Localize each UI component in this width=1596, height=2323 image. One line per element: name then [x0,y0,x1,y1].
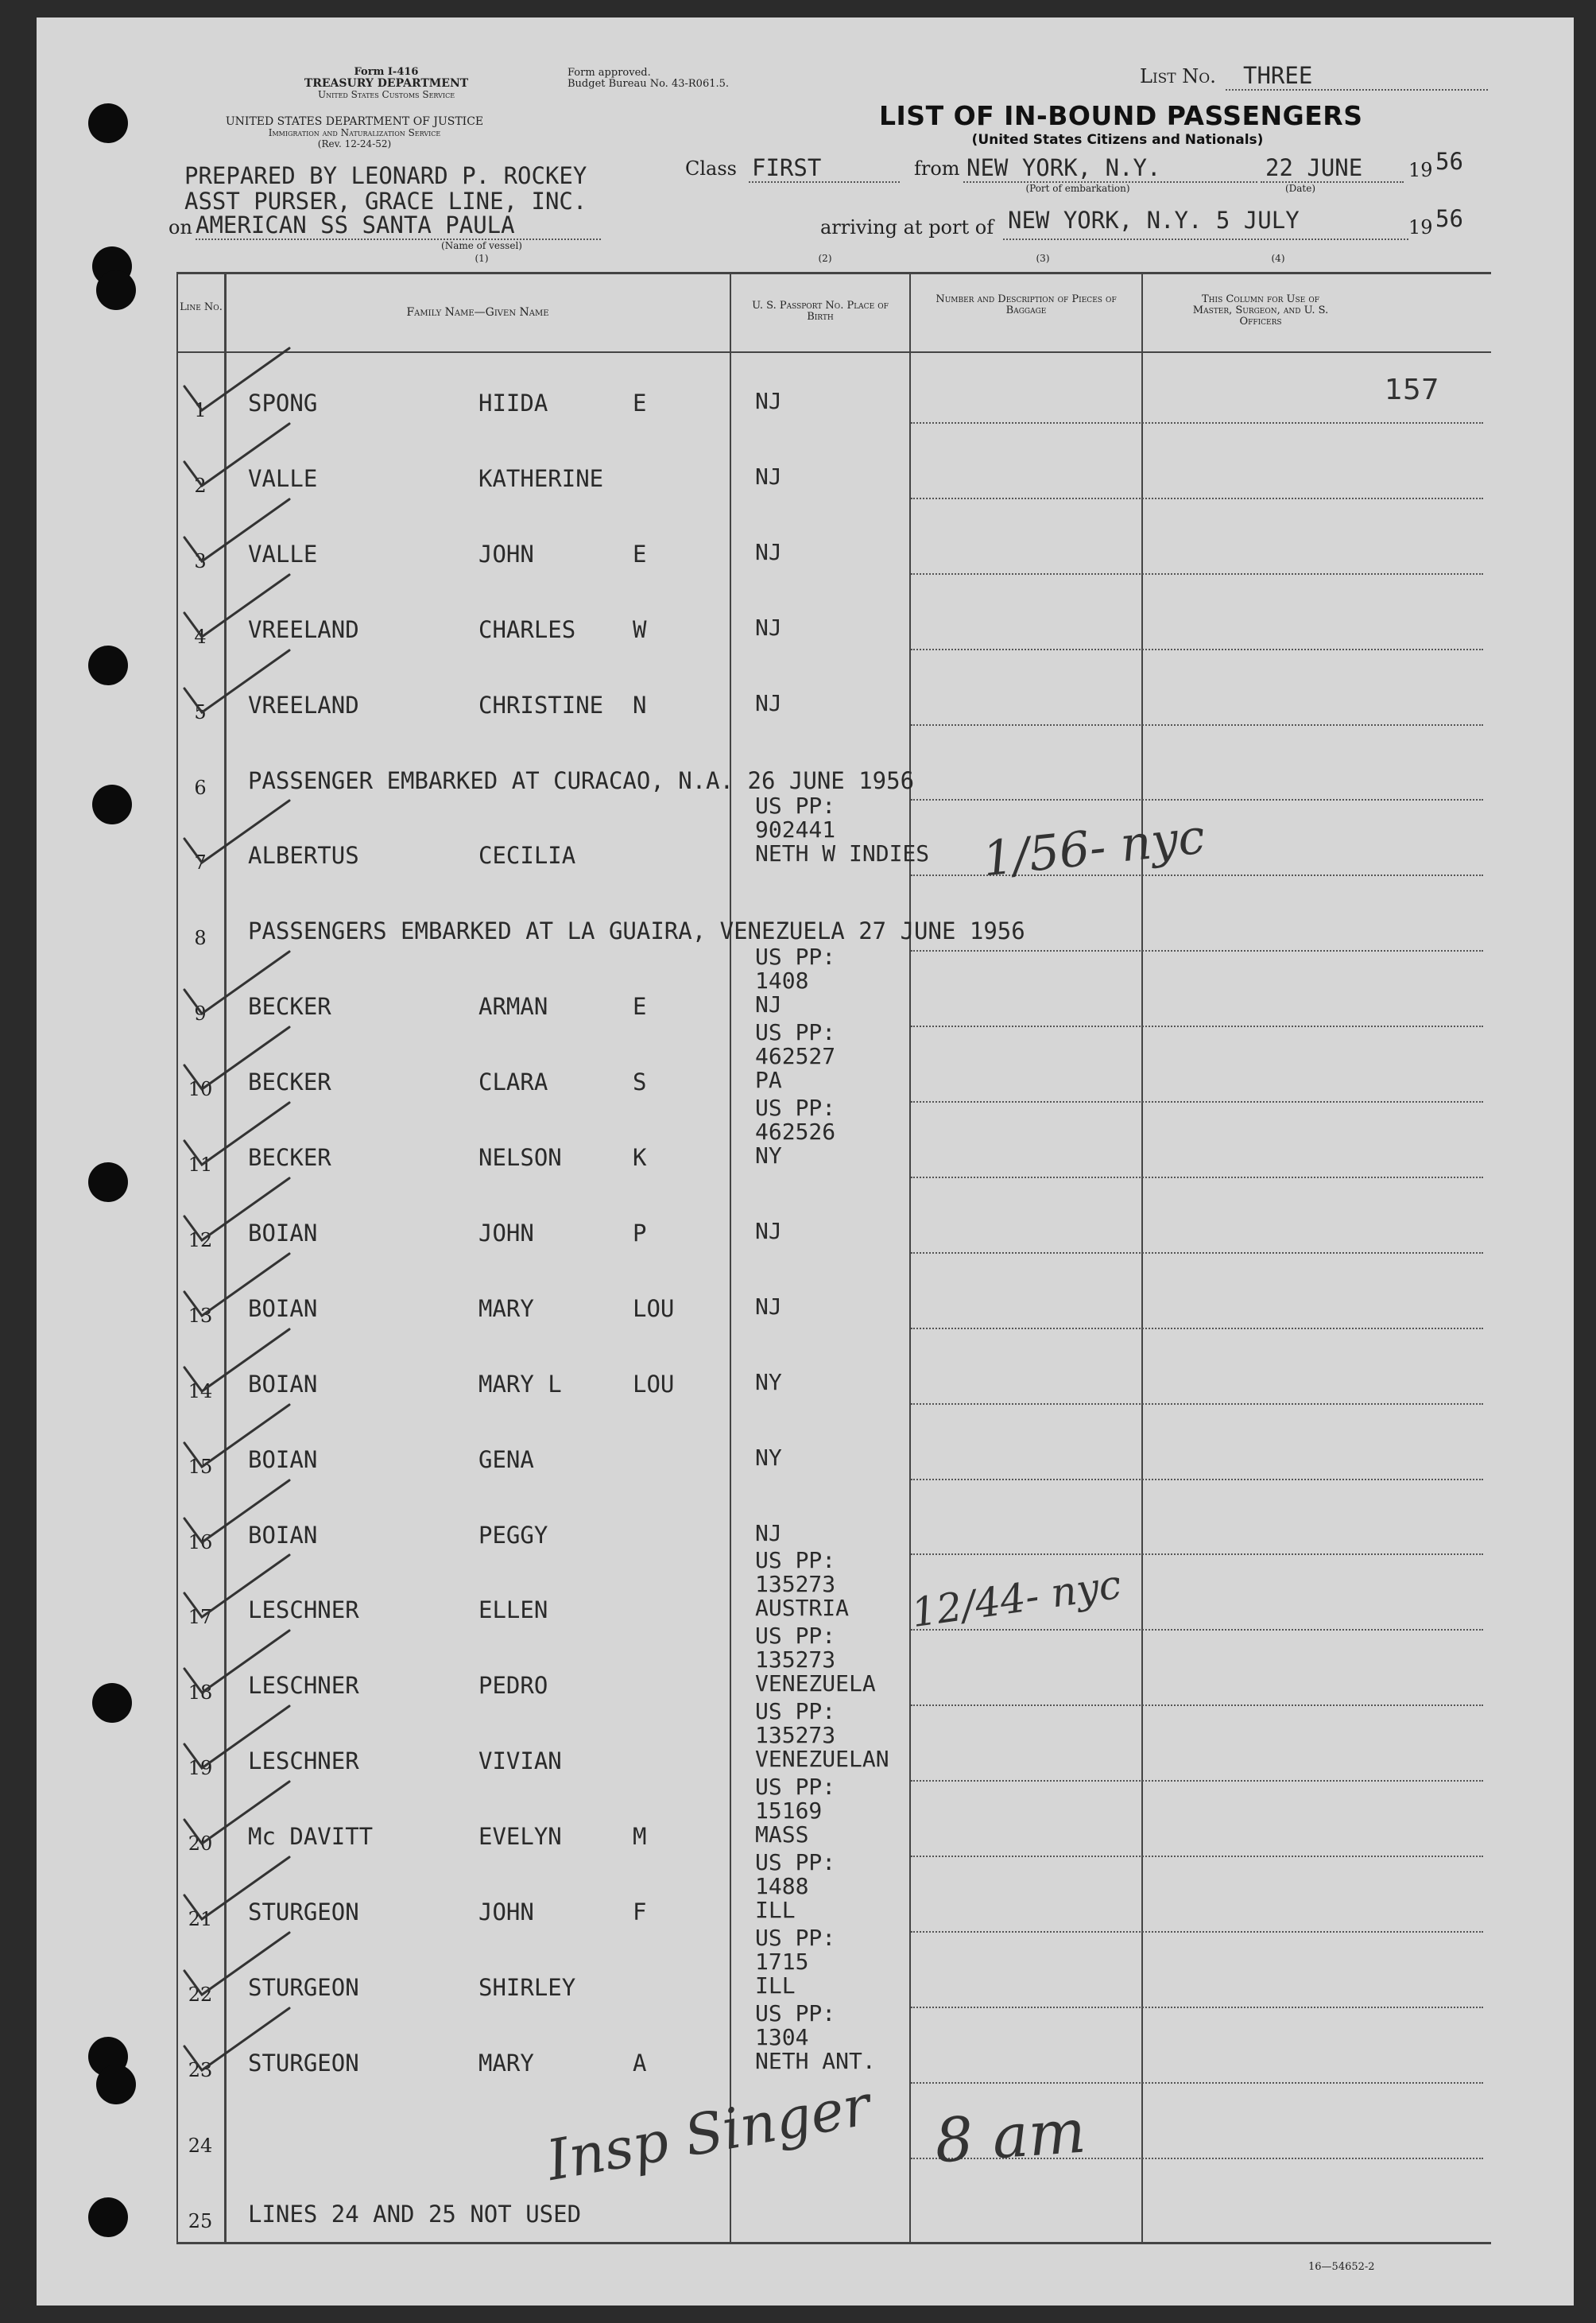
passport-birthplace: NJ [755,689,782,716]
on-label: on [169,216,192,239]
from-label: from [914,157,960,180]
family-name: SPONG [248,390,318,417]
year-2: 56 [1435,205,1463,232]
check-mark-icon [178,647,297,719]
punch-hole [92,785,132,824]
check-mark-icon [178,1703,297,1774]
given-name: MARY [478,1294,534,1322]
form-title: LIST OF IN-BOUND PASSENGERS [879,100,1363,131]
middle-initial: E [633,390,647,417]
customs-service: United States Customs Service [317,89,455,100]
handwritten-note-row17: 12/44- nyc [908,1561,1125,1637]
passport-birthplace: US PP: 902441 NETH W INDIES [755,793,930,867]
handwritten-note-row7: 1/56- nyc [980,809,1208,888]
header-officers: This Column for Use of Master, Surgeon, and U. S. Officers [1192,293,1329,328]
col-2: (2) [818,253,832,264]
given-name: PEGGY [478,1521,548,1549]
punch-hole [96,2065,136,2104]
line-number: 20 [188,1832,213,1856]
family-name: BOIAN [248,1219,318,1247]
given-name: JOHN [478,1219,534,1247]
passport-birthplace: US PP: 1715 ILL [755,1924,836,1999]
footer-code: 16—54652-2 [1308,2261,1375,2273]
family-name: Mc DAVITT [248,1823,374,1851]
embark-date: 22 JUNE [1265,154,1363,181]
revision: (Rev. 12-24-52) [317,138,392,149]
family-name: STURGEON [248,1898,359,1925]
check-mark-icon [178,1024,297,1096]
check-mark-icon [178,345,297,417]
line-number: 22 [188,1983,213,2006]
family-name: LESCHNER [248,1747,359,1775]
punch-hole [88,646,128,685]
check-mark-icon [178,1929,297,2001]
section-note: PASSENGER EMBARKED AT CURACAO, N.A. 26 JUNE 1956 [248,766,915,794]
given-name: HIIDA [478,390,548,417]
check-mark-icon [178,1854,297,1925]
middle-initial: P [633,1219,647,1247]
punch-hole [96,270,136,310]
budget-bureau: Budget Bureau No. 43-R061.5. [568,78,730,90]
check-mark-icon [178,797,297,869]
port-caption: (Port of embarkation) [1025,183,1130,194]
check-mark-icon [178,572,297,643]
given-name: MARY L [478,1370,562,1398]
passport-birthplace: US PP: 135273 VENEZUELAN [755,1698,889,1773]
family-name: VALLE [248,540,318,568]
embark-port: NEW YORK, N.Y. [967,154,1161,181]
passport-birthplace: NJ [755,1217,782,1244]
middle-initial: LOU [633,1294,675,1322]
given-name: JOHN [478,540,534,568]
passport-birthplace: NJ [755,1293,782,1320]
family-name: STURGEON [248,2049,359,2077]
passport-birthplace: US PP: 1488 ILL [755,1849,836,1923]
col-1: (1) [475,253,489,264]
passport-birthplace: US PP: 135273 VENEZUELA [755,1623,876,1697]
line-number: 2 [194,474,207,497]
page-number: 157 [1385,374,1439,406]
family-name: BOIAN [248,1521,318,1549]
line-number: 23 [188,2058,213,2081]
given-name: NELSON [478,1144,562,1171]
header-line-no: Line No. [180,301,223,313]
family-name: VREELAND [248,691,359,719]
given-name: EVELYN [478,1823,562,1851]
passport-birthplace: US PP: 462527 PA [755,1019,836,1094]
col-3: (3) [1036,253,1050,264]
line-number: 9 [194,1002,207,1026]
line-number: 17 [188,1606,213,1629]
given-name: GENA [478,1445,534,1473]
list-no-label: List No. [1140,65,1216,87]
given-name: MARY [478,2049,534,2077]
punch-hole [92,1683,132,1723]
middle-initial: M [633,1823,647,1851]
punch-hole [88,103,128,143]
family-name: VALLE [248,464,318,492]
middle-initial: E [633,993,647,1021]
col-4: (4) [1271,253,1285,264]
line-number: 21 [188,1908,213,1930]
check-mark-icon [178,948,297,1020]
family-name: BOIAN [248,1445,318,1473]
check-mark-icon [178,1251,297,1322]
check-mark-icon [178,1326,297,1398]
header-passport: U. S. Passport No. Place of Birth [752,300,889,323]
arrival-port: NEW YORK, N.Y. 5 JULY [1008,207,1300,234]
ins-service: Immigration and Naturalization Service [268,127,441,138]
inspector-signature: Insp Singer [542,2072,875,2194]
line-number: 3 [194,549,207,572]
family-name: VREELAND [248,615,359,643]
given-name: VIVIAN [478,1747,562,1775]
manifest-page [37,17,1574,2306]
list-no-value: THREE [1243,62,1313,89]
header-name: Family Name—Given Name [406,306,549,319]
section-note: PASSENGERS EMBARKED AT LA GUAIRA, VENEZUELA 27 JUNE 1956 [248,917,1025,945]
section-note: LINES 24 AND 25 NOT USED [248,2200,582,2228]
passport-birthplace: NJ [755,388,782,414]
check-mark-icon [178,1099,297,1171]
prepared-title: ASST PURSER, GRACE LINE, INC. [184,188,587,215]
middle-initial: E [633,540,647,568]
punch-hole [88,1162,128,1202]
year-prefix-2: 19 [1408,216,1433,239]
middle-initial: F [633,1898,647,1925]
line-number: 1 [194,399,207,421]
treasury-dept: TREASURY DEPARTMENT [304,77,469,90]
passport-birthplace: NJ [755,538,782,565]
line-number: 14 [188,1379,213,1402]
line-number: 18 [188,1681,213,1704]
passport-birthplace: NJ [755,1519,782,1546]
line-number: 10 [188,1078,213,1101]
punch-hole [88,2197,128,2237]
check-mark-icon [178,1175,297,1247]
passport-birthplace: NJ [755,463,782,490]
line-number: 4 [194,625,207,648]
family-name: LESCHNER [248,1596,359,1624]
line-number: 5 [194,700,207,723]
passport-birthplace: US PP: 15169 MASS [755,1774,836,1848]
header-baggage: Number and Description of Pieces of Baggage [936,293,1117,316]
family-name: STURGEON [248,1973,359,2001]
passport-birthplace: NY [755,1444,782,1471]
form-approved: Form approved. [568,67,651,79]
passport-birthplace: NY [755,1368,782,1395]
given-name: CLARA [478,1068,548,1096]
year-1: 56 [1435,148,1463,175]
arriving-label: arriving at port of [820,216,994,239]
line-number: 25 [188,2209,213,2232]
line-number: 24 [188,2134,213,2157]
class-value: FIRST [752,154,822,181]
family-name: BOIAN [248,1294,318,1322]
family-name: BECKER [248,1144,331,1171]
given-name: CECILIA [478,842,576,870]
form-subtitle: (United States Citizens and Nationals) [971,132,1264,148]
handwritten-time: 8 am [932,2095,1088,2177]
middle-initial: K [633,1144,647,1171]
family-name: ALBERTUS [248,842,359,870]
prepared-by: PREPARED BY LEONARD P. ROCKEY [184,162,587,189]
middle-initial: A [633,2049,647,2077]
middle-initial: S [633,1068,647,1096]
vessel-caption: (Name of vessel) [441,240,522,251]
date-caption: (Date) [1284,183,1316,194]
line-number: 8 [194,927,207,950]
justice-dept: UNITED STATES DEPARTMENT OF JUSTICE [225,115,484,128]
vessel-name: AMERICAN SS SANTA PAULA [196,211,515,239]
check-mark-icon [178,1402,297,1473]
line-number: 16 [188,1530,213,1553]
line-number: 19 [188,1757,213,1780]
middle-initial: N [633,691,647,719]
middle-initial: W [633,615,647,643]
passport-birthplace: US PP: 1304 NETH ANT. [755,1999,876,2074]
family-name: BECKER [248,993,331,1021]
given-name: CHRISTINE [478,691,604,719]
given-name: ARMAN [478,993,548,1021]
middle-initial: LOU [633,1370,675,1398]
given-name: SHIRLEY [478,1973,576,2001]
line-number: 6 [194,776,207,799]
line-number: 15 [188,1455,213,1478]
family-name: BOIAN [248,1370,318,1398]
passport-birthplace: US PP: 1408 NJ [755,944,836,1018]
given-name: JOHN [478,1898,534,1925]
form-number: Form I-416 [354,66,419,78]
passport-birthplace: US PP: 135273 AUSTRIA [755,1547,850,1622]
family-name: LESCHNER [248,1672,359,1700]
given-name: KATHERINE [478,464,604,492]
check-mark-icon [178,1627,297,1699]
line-number: 11 [188,1154,213,1176]
check-mark-icon [178,496,297,568]
year-prefix-1: 19 [1408,159,1433,181]
line-number: 13 [188,1304,213,1327]
line-number: 12 [188,1228,213,1251]
given-name: CHARLES [478,615,576,643]
check-mark-icon [178,1778,297,1850]
class-label: Class [685,157,737,180]
given-name: ELLEN [478,1596,548,1624]
check-mark-icon [178,1552,297,1623]
check-mark-icon [178,2005,297,2077]
family-name: BECKER [248,1068,331,1096]
passport-birthplace: NJ [755,614,782,641]
given-name: PEDRO [478,1672,548,1700]
passport-birthplace: US PP: 462526 NY [755,1095,836,1169]
check-mark-icon [178,421,297,492]
line-number: 7 [194,851,207,875]
check-mark-icon [178,1477,297,1549]
